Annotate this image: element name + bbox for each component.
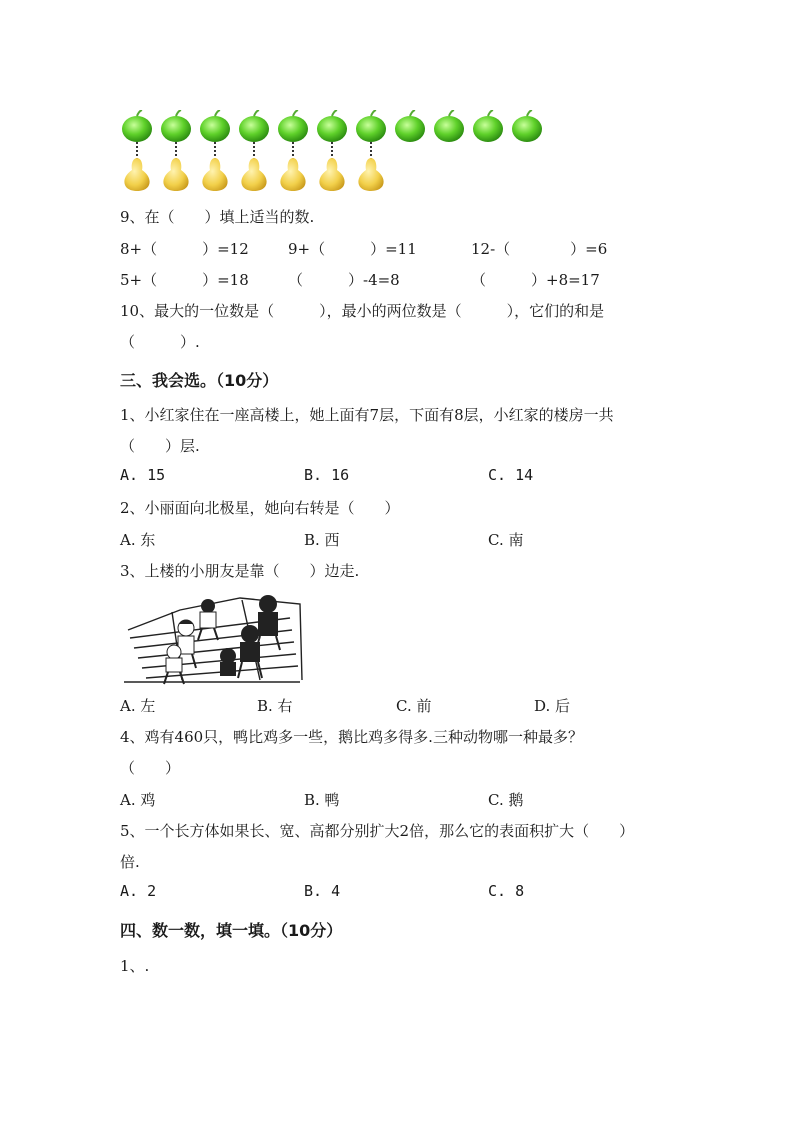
- s4-q1-text: 1、.: [120, 957, 150, 975]
- s3-q3-text: 3、上楼的小朋友是靠（ ）边走.: [120, 562, 360, 580]
- pear-icon: [319, 158, 344, 191]
- apple-icon: [239, 110, 269, 142]
- section-4-heading: 四、数一数，填一填。（10分）: [120, 921, 343, 940]
- q9-item: （ ）-4=8: [288, 271, 400, 289]
- apple-icon: [200, 110, 230, 142]
- pear-icon: [241, 158, 266, 191]
- s3-q4-option-c: C. 鹅: [488, 791, 524, 809]
- s3-q5-text: 5、一个长方体如果长、宽、高都分别扩大2倍，那么它的表面积扩大（ ）: [120, 822, 635, 840]
- s3-q4-option-a: A. 鸡: [120, 791, 156, 809]
- s3-q4-text: （ ）: [120, 759, 181, 777]
- s3-q3-option-b: B. 右: [257, 697, 293, 715]
- section-3-heading: 三、我会选。（10分）: [120, 371, 279, 390]
- s3-q2-option-c: C. 南: [488, 531, 524, 549]
- stairs-children-illustration: [120, 590, 310, 686]
- q9-title: 9、在（ ）填上适当的数.: [120, 208, 315, 226]
- q9-item: 12-（ ）=6: [471, 240, 608, 258]
- s3-q1-option-c: C. 14: [488, 466, 534, 484]
- s3-q3-option-d: D. 后: [534, 697, 571, 715]
- s3-q2-option-a: A. 东: [120, 531, 156, 549]
- s3-q5-text: 倍.: [120, 853, 140, 871]
- apples-pears-illustration: [120, 110, 560, 196]
- s3-q5-option-c: C. 8: [488, 882, 525, 900]
- q10-text: （ ）.: [120, 333, 200, 351]
- child-figure: [164, 645, 184, 684]
- apple-icon: [122, 110, 152, 142]
- pear-icon: [358, 158, 383, 191]
- apple-icon: [434, 110, 464, 142]
- apple-icon: [395, 110, 425, 142]
- apple-icon: [512, 110, 542, 142]
- q9-item: 9+（ ）=11: [288, 240, 417, 258]
- pear-icon: [163, 158, 188, 191]
- s3-q4-text: 4、鸡有460只，鸭比鸡多一些，鹅比鸡多得多.三种动物哪一种最多？: [120, 728, 583, 746]
- connector-lines: [137, 142, 371, 160]
- s3-q1-text: 1、小红家住在一座高楼上，她上面有7层，下面有8层，小红家的楼房一共: [120, 406, 614, 424]
- s3-q2-option-b: B. 西: [304, 531, 340, 549]
- s3-q3-option-a: A. 左: [120, 697, 156, 715]
- q10-text: 10、最大的一位数是（ ），最小的两位数是（ ），它们的和是: [120, 302, 605, 320]
- s3-q2-text: 2、小丽面向北极星，她向右转是（ ）: [120, 499, 400, 517]
- apple-icon: [161, 110, 191, 142]
- pear-icon: [280, 158, 305, 191]
- s3-q1-option-a: A. 15: [120, 466, 166, 484]
- apple-icon: [317, 110, 347, 142]
- q9-item: 5+（ ）=18: [120, 271, 249, 289]
- s3-q5-option-b: B. 4: [304, 882, 341, 900]
- apple-icon: [356, 110, 386, 142]
- q9-item: 8+（ ）=12: [120, 240, 249, 258]
- child-figure: [220, 648, 236, 676]
- s3-q4-option-b: B. 鸭: [304, 791, 340, 809]
- s3-q1-option-b: B. 16: [304, 466, 350, 484]
- apple-icon: [473, 110, 503, 142]
- pear-icon: [202, 158, 227, 191]
- q9-item: （ ）+8=17: [471, 271, 600, 289]
- pear-icon: [124, 158, 149, 191]
- s3-q5-option-a: A. 2: [120, 882, 157, 900]
- s3-q1-text: （ ）层.: [120, 437, 200, 455]
- s3-q3-option-c: C. 前: [396, 697, 432, 715]
- child-figure: [256, 595, 280, 650]
- apple-icon: [278, 110, 308, 142]
